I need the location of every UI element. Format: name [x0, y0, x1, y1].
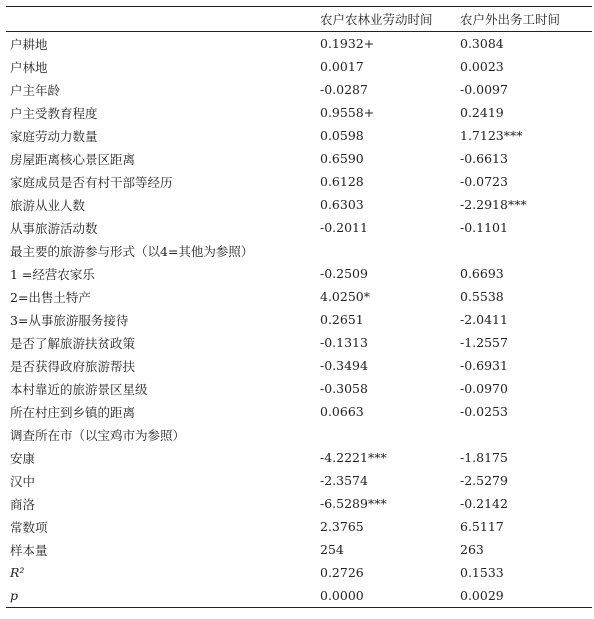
row-label: 2=出售土特产 [10, 289, 91, 305]
cell-migrant-work-time: -1.2557 [460, 335, 508, 350]
cell-farm-labor-time: -0.3058 [320, 381, 368, 396]
row-label: 户耕地 [10, 36, 48, 52]
table-row [6, 354, 592, 377]
row-label: 房屋距离核心景区距离 [10, 151, 136, 167]
cell-farm-labor-time: -2.3574 [320, 473, 368, 488]
cell-migrant-work-time: -0.6931 [460, 358, 508, 373]
cell-migrant-work-time: 263 [460, 542, 484, 557]
cell-farm-labor-time: -6.5289*** [320, 496, 387, 511]
cell-migrant-work-time: -0.6613 [460, 151, 508, 166]
table-row [6, 32, 592, 56]
cell-migrant-work-time: -0.0097 [460, 82, 508, 97]
table-row [6, 262, 592, 285]
table-row [6, 147, 592, 170]
cell-migrant-work-time: -2.0411 [460, 312, 508, 327]
row-label: 家庭劳动力数量 [10, 128, 98, 144]
cell-migrant-work-time: -0.2142 [460, 496, 508, 511]
cell-farm-labor-time: 0.2726 [320, 565, 364, 580]
cell-migrant-work-time: -1.8175 [460, 450, 508, 465]
row-label: R² [10, 565, 25, 580]
cell-farm-labor-time: 0.0663 [320, 404, 364, 419]
cell-farm-labor-time: 2.3765 [320, 519, 364, 534]
row-label: 3=从事旅游服务接待 [10, 312, 129, 328]
row-label: 1 =经营农家乐 [10, 266, 95, 282]
cell-farm-labor-time: -0.0287 [320, 82, 368, 97]
row-label: 家庭成员是否有村干部等经历 [10, 174, 173, 190]
table-row [6, 492, 592, 515]
row-label: 最主要的旅游参与形式（以4=其他为参照） [10, 243, 254, 259]
cell-migrant-work-time: -0.0970 [460, 381, 508, 396]
row-label: 是否了解旅游扶贫政策 [10, 335, 136, 351]
cell-migrant-work-time [460, 239, 592, 262]
table-row [6, 469, 592, 492]
cell-migrant-work-time: -0.0723 [460, 174, 508, 189]
row-label: 所在村庄到乡镇的距离 [10, 404, 136, 420]
row-label: 安康 [10, 450, 36, 466]
cell-farm-labor-time: -0.1313 [320, 335, 368, 350]
cell-migrant-work-time: 0.0023 [460, 59, 504, 74]
cell-migrant-work-time: 1.7123*** [460, 128, 523, 143]
table-row [6, 124, 592, 147]
table-row [6, 193, 592, 216]
cell-farm-labor-time: 0.0017 [320, 59, 364, 74]
table-header [6, 7, 592, 32]
cell-farm-labor-time: -0.2011 [320, 220, 368, 235]
cell-farm-labor-time: -0.3494 [320, 358, 368, 373]
table-row [6, 423, 592, 446]
cell-farm-labor-time: 0.6303 [320, 197, 364, 212]
cell-migrant-work-time: 0.2419 [460, 105, 504, 120]
cell-migrant-work-time: -0.0253 [460, 404, 508, 419]
cell-farm-labor-time: 0.6128 [320, 174, 364, 189]
row-label: 商洛 [10, 496, 36, 512]
row-label: 户主年龄 [10, 82, 61, 98]
cell-migrant-work-time: 6.5117 [460, 519, 504, 534]
table-row [6, 561, 592, 584]
table-row [6, 216, 592, 239]
table-row [6, 78, 592, 101]
cell-farm-labor-time: 0.2651 [320, 312, 364, 327]
cell-migrant-work-time: 0.5538 [460, 289, 504, 304]
cell-migrant-work-time: 0.3084 [460, 36, 504, 51]
row-label: p [10, 588, 19, 603]
table-row [6, 239, 592, 262]
table-row [6, 584, 592, 608]
cell-farm-labor-time [320, 239, 460, 262]
table-row [6, 170, 592, 193]
table-row [6, 285, 592, 308]
table-row [6, 377, 592, 400]
header-variable [6, 7, 320, 32]
table-row [6, 55, 592, 78]
table-row [6, 331, 592, 354]
table-row [6, 400, 592, 423]
table-body [6, 32, 592, 608]
cell-farm-labor-time: -0.2509 [320, 266, 368, 281]
cell-migrant-work-time: -2.2918*** [460, 197, 527, 212]
header-farm-labor-time: 农户农林业劳动时间 [320, 12, 433, 27]
row-label: 汉中 [10, 473, 36, 489]
table-row [6, 446, 592, 469]
cell-migrant-work-time [460, 423, 592, 446]
header-row [6, 7, 592, 32]
row-label: 样本量 [10, 542, 48, 558]
cell-farm-labor-time: 0.9558+ [320, 105, 375, 120]
cell-farm-labor-time: -4.2221*** [320, 450, 387, 465]
row-label: 户主受教育程度 [10, 105, 98, 121]
cell-migrant-work-time: 0.6693 [460, 266, 504, 281]
cell-migrant-work-time: -0.1101 [460, 220, 508, 235]
cell-migrant-work-time: -2.5279 [460, 473, 508, 488]
row-label: 常数项 [10, 519, 48, 535]
row-label: 是否获得政府旅游帮扶 [10, 358, 136, 374]
cell-migrant-work-time: 0.1533 [460, 565, 504, 580]
row-label: 从事旅游活动数 [10, 220, 98, 236]
cell-farm-labor-time: 0.6590 [320, 151, 364, 166]
cell-farm-labor-time: 0.0598 [320, 128, 364, 143]
header-migrant-work-time: 农户外出务工时间 [460, 12, 561, 27]
row-label: 户林地 [10, 59, 48, 75]
cell-farm-labor-time: 0.1932+ [320, 36, 375, 51]
regression-results-table [6, 6, 592, 608]
row-label: 调查所在市（以宝鸡市为参照） [10, 427, 186, 443]
cell-farm-labor-time: 0.0000 [320, 588, 364, 603]
table-row [6, 515, 592, 538]
row-label: 旅游从业人数 [10, 197, 86, 213]
cell-farm-labor-time: 254 [320, 542, 344, 557]
table-row [6, 101, 592, 124]
row-label: 本村靠近的旅游景区星级 [10, 381, 148, 397]
cell-farm-labor-time [320, 423, 460, 446]
cell-migrant-work-time: 0.0029 [460, 588, 504, 603]
table-row [6, 538, 592, 561]
table-row [6, 308, 592, 331]
cell-farm-labor-time: 4.0250* [320, 289, 370, 304]
